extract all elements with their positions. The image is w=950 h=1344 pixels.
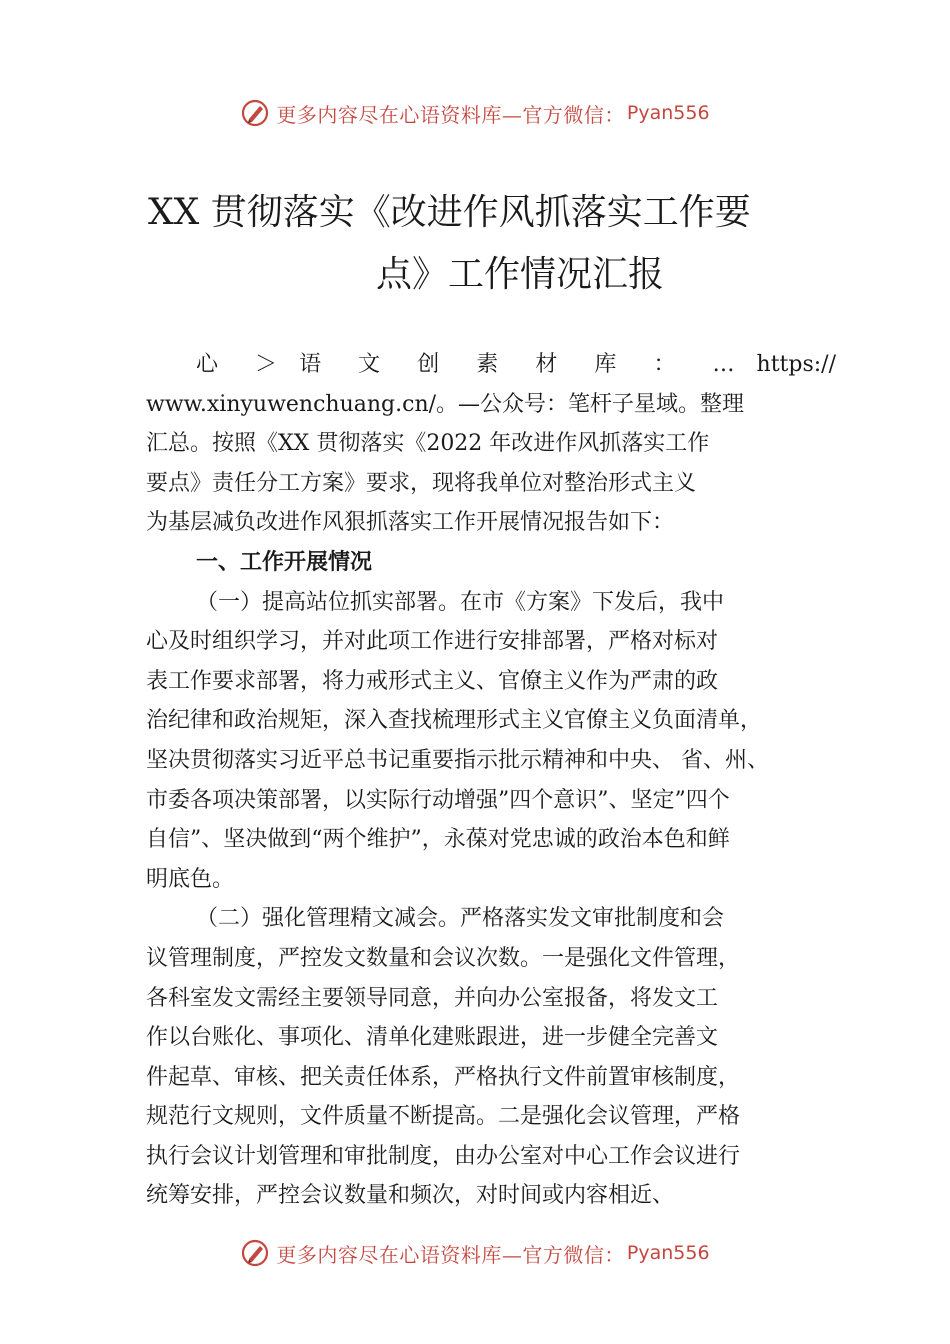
paragraph-line: 治纪律和政治规矩，深入查找梳理形式主义官僚主义负面清单，	[146, 708, 763, 734]
title-line-1: XX 贯彻落实《改进作风抓落实工作要	[148, 192, 751, 233]
pen-logo-icon	[240, 1238, 270, 1268]
paragraph-line: 件起草、审核、把关责任体系，严格执行文件前置审核制度，	[146, 1064, 741, 1090]
paragraph-line: 自信”、坚决做到“两个维护”，永葆对党忠诚的政治本色和鲜	[146, 827, 730, 853]
document-body	[146, 345, 836, 1216]
watermark-banner-top	[0, 93, 950, 133]
paragraph-line: 表工作要求部署，将力戒形式主义、官僚主义作为严肃的政	[146, 668, 719, 694]
paragraph-line: 坚决贯彻落实习近平总书记重要指示批示精神和中央、 省、州、	[146, 747, 769, 773]
watermark-text: 更多内容尽在心语资料库—官方微信：	[276, 1242, 625, 1267]
paragraph-line: 执行会议计划管理和审批制度，由办公室对中心工作会议进行	[146, 1143, 741, 1169]
paragraph-line: 规范行文规则，文件质量不断提高。二是强化会议管理，严格	[146, 1104, 741, 1130]
section-heading: 一、工作开展情况	[196, 549, 373, 575]
paragraph-line: （二）强化管理精文减会。严格落实发文审批制度和会	[196, 906, 725, 932]
pen-logo-icon	[240, 98, 270, 128]
watermark-wechat-id: Pyan556	[626, 1242, 710, 1264]
watermark-text: 更多内容尽在心语资料库—官方微信：	[276, 102, 625, 127]
paragraph-line: （一）提高站位抓实部署。在市《方案》下发后，我中	[196, 589, 725, 615]
paragraph-line: 心及时组织学习，并对此项工作进行安排部署，严格对标对	[146, 629, 719, 655]
intro-line: 要点》责任分工方案》要求，现将我单位对整治形式主义	[146, 470, 697, 496]
watermark-banner-bottom	[0, 1233, 950, 1273]
watermark-wechat-id: Pyan556	[626, 102, 710, 124]
intro-line: www.xinyuwenchuang.cn/。—公众号：笔杆子星域。整理	[146, 391, 745, 417]
intro-line: 心 ＞ 语 文 创 素 材 库 ： … https://	[196, 352, 836, 377]
intro-line: 为基层减负改进作风狠抓落实工作开展情况报告如下：	[146, 510, 675, 536]
title-line-2: 点》工作情况汇报	[376, 254, 665, 295]
intro-line: 汇总。按照《XX 贯彻落实《2022 年改进作风抓落实工作	[146, 431, 710, 457]
paragraph-line: 统筹安排，严控会议数量和频次，对时间或内容相近、	[146, 1183, 675, 1209]
document-title	[148, 182, 848, 306]
paragraph-line: 明底色。	[146, 866, 235, 892]
paragraph-line: 议管理制度，严控发文数量和会议次数。一是强化文件管理，	[146, 945, 741, 971]
paragraph-line: 各科室发文需经主要领导同意，并向办公室报备，将发文工	[146, 985, 719, 1011]
paragraph-line: 作以台账化、事项化、清单化建账跟进，进一步健全完善文	[146, 1025, 719, 1051]
paragraph-line: 市委各项决策部署，以实际行动增强”四个意识”、坚定”四个	[146, 787, 730, 813]
